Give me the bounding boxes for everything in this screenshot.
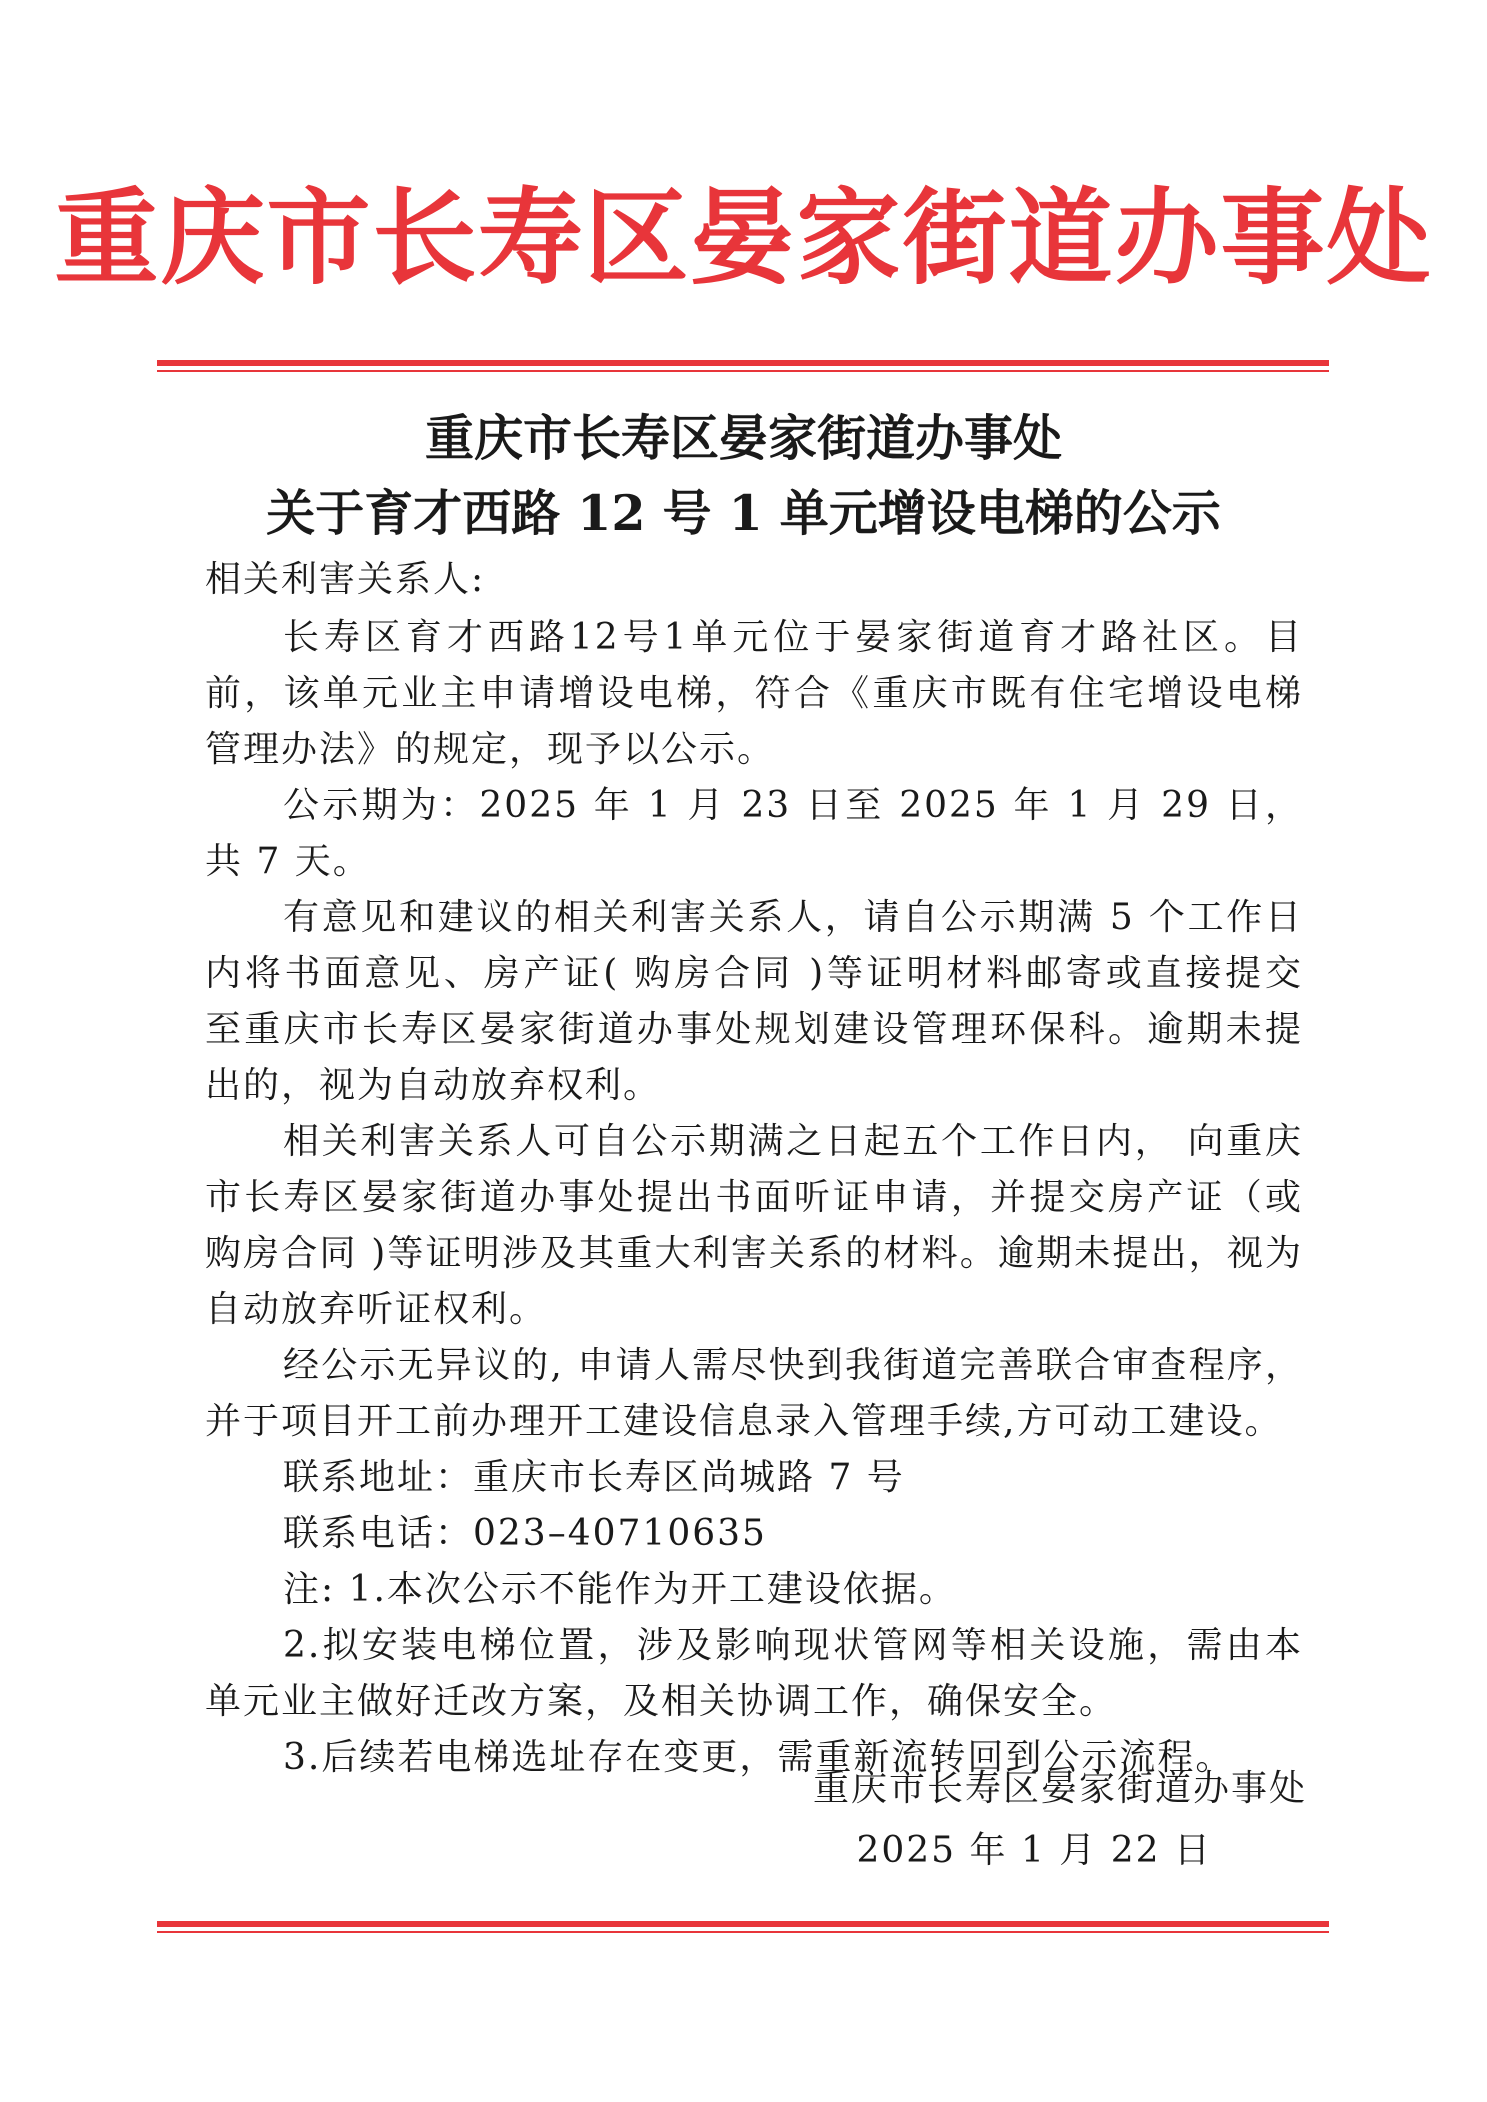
masthead-rule	[157, 360, 1329, 372]
paragraph-hearing: 相关利害关系人可自公示期满之日起五个工作日内， 向重庆 市长寿区晏家街道办事处提出书面听证申请，并提交房产证（或 购房合同 )等证明涉及其重大利害关系的材料。逾期未提出，视为自动放弃听证权利。	[205, 1121, 1303, 1330]
rule-thick-line	[157, 1921, 1329, 1927]
document-body	[205, 552, 1303, 1786]
note-1: 注: 1.本次公示不能作为开工建设依据。	[283, 1569, 957, 1610]
salutation: 相关利害关系人:	[205, 559, 486, 600]
paragraph-period: 公示期为：2025 年 1 月 23 日至 2025 年 1 月 29 日，共 7 天。	[205, 785, 1303, 882]
rule-thin-line	[157, 1931, 1329, 1933]
rule-thick-line	[157, 360, 1329, 366]
note-2: 2.拟安装电梯位置，涉及影响现状管网等相关设施，需由本单元业主做好迁改方案，及相关协调工作，确保安全。	[205, 1625, 1303, 1722]
paragraph-intro: 长寿区育才西路12号1单元位于晏家街道育才路社区。目前，该单元业主申请增设电梯，符合《重庆市既有住宅增设电梯管理办法》的规定，现予以公示。	[205, 617, 1303, 770]
masthead-title: 重庆市长寿区晏家街道办事处	[54, 176, 1433, 299]
contact-address: 联系地址：重庆市长寿区尚城路 7 号	[283, 1457, 905, 1498]
signature-org: 重庆市长寿区晏家街道办事处	[812, 1768, 1307, 1809]
paragraph-objections: 有意见和建议的相关利害关系人，请自公示期满 5 个工作日内将书面意见、房产证( 购房合同 )等证明材料邮寄或直接提交 至重庆市长寿区晏家街道办事处规划建设管理环保科。逾期未提出的，视为自动放弃权利。	[205, 897, 1303, 1106]
contact-phone: 联系电话：023–40710635	[283, 1513, 767, 1554]
signature-block	[813, 1758, 1307, 1882]
footer-rule	[157, 1921, 1329, 1933]
note-3: 3.后续若电梯选址存在变更，需重新流转回到公示流程。	[283, 1737, 1234, 1778]
document-title-line2: 关于育才西路 12 号 1 单元增设电梯的公示	[266, 484, 1221, 542]
document-title-line1: 重庆市长寿区晏家街道办事处	[424, 409, 1062, 467]
rule-thin-line	[157, 370, 1329, 372]
paragraph-procedure: 经公示无异议的, 申请人需尽快到我街道完善联合审查程序，并于项目开工前办理开工建设信息录入管理手续,方可动工建设。	[205, 1345, 1303, 1442]
signature-date: 2025 年 1 月 22 日	[856, 1830, 1212, 1871]
